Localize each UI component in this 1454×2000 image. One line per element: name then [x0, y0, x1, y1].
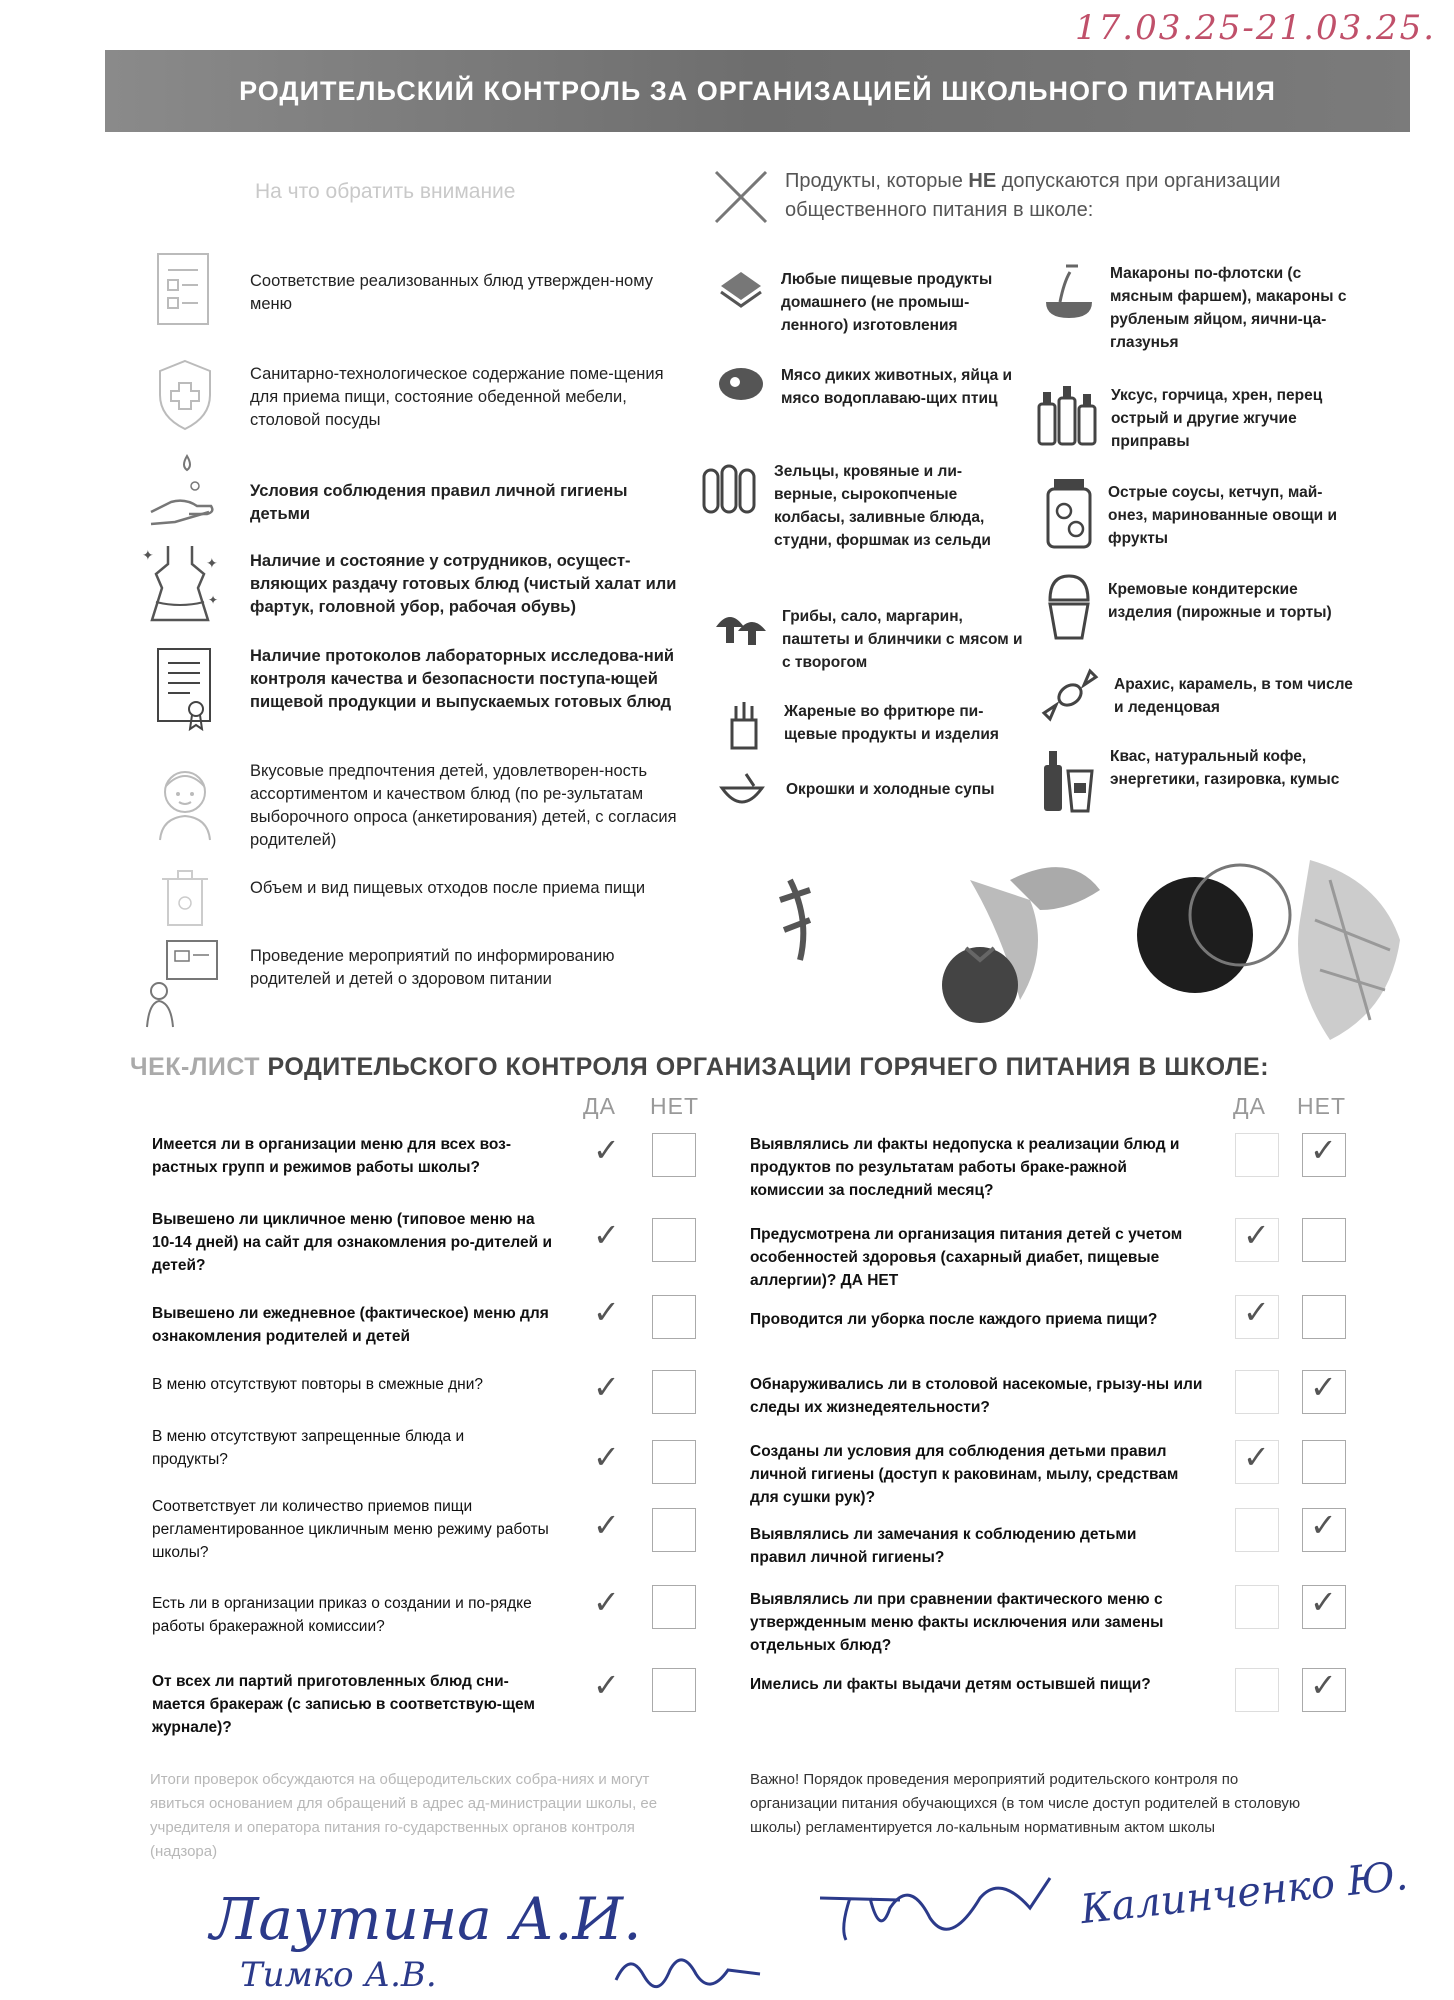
meat-icon	[715, 360, 767, 412]
right-question-1: Выявлялись ли факты недопуска к реализации блюд и продуктов по результатам работы браке-ражной комиссии за последний месяц?	[750, 1136, 1180, 1199]
banned-item-11-text: Арахис, карамель, в том числе и леденцовая	[1114, 676, 1353, 716]
banned-item-12-text: Квас, натуральный кофе, энергетики, газировка, кумыс	[1110, 748, 1340, 788]
right-no-check-mark-6: ✓	[1310, 1506, 1337, 1544]
left-item-2-text: Санитарно-технологическое содержание поме-щения для приема пищи, состояние обеденной мебели, столовой посуды	[250, 365, 664, 429]
banned-item-8-text: Уксус, горчица, хрен, перец острый и другие жгучие приправы	[1111, 387, 1323, 450]
signature-1: Лаутина А.И.	[210, 1885, 642, 1953]
right-no-check-mark-7: ✓	[1310, 1583, 1337, 1621]
drinks-icon	[1040, 745, 1096, 815]
left-question-7: Есть ли в организации приказ о создании и по-рядке работы бракеражной комиссии?	[152, 1595, 532, 1635]
banned-item-6-text: Окрошки и холодные супы	[786, 781, 995, 798]
right-yes-checkbox-7[interactable]	[1235, 1585, 1279, 1629]
candy-icon	[1040, 665, 1100, 725]
right-no-check-mark-1: ✓	[1310, 1131, 1337, 1169]
svg-text:✦: ✦	[206, 555, 218, 571]
right-yes-check-mark-5: ✓	[1243, 1438, 1270, 1476]
left-item-3-text: Условия соблюдения правил личной гигиены детьми	[250, 482, 628, 523]
right-no-check-mark-4: ✓	[1310, 1368, 1337, 1406]
right-question-2: Предусмотрена ли организация питания детей с учетом особенностей здоровья (сахарный диабет, пищевые аллергии)? ДА НЕТ	[750, 1226, 1183, 1289]
page-title: РОДИТЕЛЬСКИЙ КОНТРОЛЬ ЗА ОРГАНИЗАЦИЕЙ ШКОЛЬНОГО ПИТАНИЯ	[239, 75, 1276, 106]
soup-bowl-icon	[718, 770, 766, 814]
left-yes-check-mark-3: ✓	[593, 1293, 620, 1331]
right-question-6: Выявлялись ли замечания к соблюдению детьми правил личной гигиены?	[750, 1526, 1137, 1566]
banned-item-11	[1040, 665, 1364, 725]
signature-scribble-1	[610, 1940, 770, 1995]
banned-item-9	[1042, 475, 1358, 551]
left-yes-header: ДА	[583, 1093, 616, 1119]
right-no-checkbox-3[interactable]	[1302, 1295, 1346, 1339]
left-question-5: В меню отсутствуют запрещенные блюда и продукты?	[152, 1428, 465, 1468]
right-question-7: Выявлялись ли при сравнении фактического меню с утвержденным меню факты исключения или замены отдельных блюд?	[750, 1591, 1164, 1654]
left-item-6	[150, 760, 690, 852]
banned-item-2	[715, 360, 1026, 412]
shield-cross-icon	[150, 355, 220, 435]
child-face-icon	[150, 760, 220, 845]
left-column-heading: На что обратить внимание	[255, 180, 516, 203]
left-item-6-text: Вкусовые предпочтения детей, удовлетворен-ность ассортиментом и качеством блюд (по ре-зультатам выборочного опроса (анкетирования) детей, с согласия родителей)	[250, 762, 677, 849]
banned-item-4	[712, 605, 1032, 674]
right-column-heading	[785, 167, 1345, 225]
svg-text:✦: ✦	[208, 593, 219, 607]
banned-item-2-text: Мясо диких животных, яйца и мясо водоплаваю-щих птиц	[781, 367, 1013, 407]
left-question-4: В меню отсутствуют повторы в смежные дни?	[152, 1376, 484, 1393]
prohibited-x-icon	[712, 168, 770, 226]
left-yes-check-mark-1: ✓	[593, 1131, 620, 1169]
checklist-title	[130, 1053, 1269, 1082]
right-yes-check-mark-2: ✓	[1243, 1216, 1270, 1254]
left-item-8	[145, 935, 690, 1035]
left-question-3: Вывешено ли ежедневное (фактическое) меню для ознакомления родителей и детей	[152, 1305, 549, 1345]
left-yes-check-mark-6: ✓	[593, 1506, 620, 1544]
menu-document-icon	[150, 250, 220, 330]
footer-note-right: Важно! Порядок проведения мероприятий родительского контроля по организации питания обучающихся (в том числе доступ родителей в столовую школы) регламентируется ло-кальным нормативным актом школы	[750, 1771, 1301, 1836]
signature-2: Тимко А.В.	[240, 1955, 437, 1995]
banned-item-8	[1035, 380, 1361, 453]
right-yes-check-mark-3: ✓	[1243, 1293, 1270, 1331]
right-yes-checkbox-1[interactable]	[1235, 1133, 1279, 1177]
sausage-icon	[700, 460, 760, 520]
banned-item-1-text: Любые пищевые продукты домашнего (не промыш-ленного) изготовления	[781, 271, 993, 334]
left-item-1	[150, 250, 690, 330]
banned-item-3-text: Зельцы, кровяные и ли-верные, сырокопченые колбасы, заливные блюда, студни, форшмак из сельди	[774, 463, 991, 549]
cupcake-icon	[1042, 570, 1096, 642]
left-no-checkbox-8[interactable]	[652, 1668, 696, 1712]
banned-item-9-text: Острые соусы, кетчуп, май-онез, маринованные овощи и фрукты	[1108, 484, 1338, 547]
right-no-check-mark-8: ✓	[1310, 1666, 1337, 1704]
certificate-icon	[150, 645, 220, 735]
footer-note-left: Итоги проверок обсуждаются на общеродительских собра-ниях и могут явиться основанием для обращений в адрес ад-министрации школы, ее учредителя и оператора питания го-сударственных органов контроля (надзора)	[150, 1771, 658, 1860]
pickle-jar-icon	[1042, 475, 1096, 551]
right-no-checkbox-2[interactable]	[1302, 1218, 1346, 1262]
right-question-4: Обнаруживались ли в столовой насекомые, грызу-ны или следы их жизнедеятельности?	[750, 1376, 1203, 1416]
banned-item-12	[1040, 745, 1360, 815]
left-no-checkbox-7[interactable]	[652, 1585, 696, 1629]
left-item-4	[140, 540, 700, 625]
banned-item-7	[1040, 262, 1360, 354]
right-yes-checkbox-8[interactable]	[1235, 1668, 1279, 1712]
left-item-5	[150, 645, 690, 735]
right-heading-emph: НЕ	[968, 170, 997, 192]
banned-item-3	[700, 460, 1024, 552]
left-no-checkbox-6[interactable]	[652, 1508, 696, 1552]
right-no-checkbox-5[interactable]	[1302, 1440, 1346, 1484]
left-no-checkbox-1[interactable]	[652, 1133, 696, 1177]
left-no-checkbox-3[interactable]	[652, 1295, 696, 1339]
left-yes-check-mark-4: ✓	[593, 1368, 620, 1406]
checklist-title-part1: ЧЕК-ЛИСТ	[130, 1053, 268, 1081]
fries-icon	[722, 700, 766, 752]
left-item-3	[145, 450, 680, 535]
condiments-icon	[1035, 380, 1099, 448]
left-no-checkbox-5[interactable]	[652, 1440, 696, 1484]
banned-item-1	[715, 262, 1026, 337]
right-heading-part2: допускаются при организации общественного питания в школе:	[785, 170, 1281, 221]
left-question-8: От всех ли партий приготовленных блюд сни-мается бракераж (с записью в соответствую-щем журнале)?	[152, 1673, 535, 1736]
right-heading-part1: Продукты, которые	[785, 170, 969, 192]
banned-item-5-text: Жареные во фритюре пи-щевые продукты и изделия	[784, 703, 999, 743]
right-question-5: Созданы ли условия для соблюдения детьми правил личной гигиены (доступ к раковинам, мылу, средствам для сушки рук)?	[750, 1443, 1179, 1506]
sandwich-icon	[715, 262, 767, 314]
left-no-checkbox-4[interactable]	[652, 1370, 696, 1414]
mushroom-icon	[712, 605, 770, 655]
right-yes-checkbox-6[interactable]	[1235, 1508, 1279, 1552]
banned-item-6	[718, 770, 1036, 814]
title-banner	[105, 50, 1410, 132]
signature-3: Калинченко Ю.	[1078, 1852, 1410, 1934]
left-no-checkbox-2[interactable]	[652, 1218, 696, 1262]
left-question-2: Вывешено ли цикличное меню (типовое меню на 10-14 дней) на сайт для ознакомления ро-дителей и детей?	[152, 1211, 552, 1274]
left-item-7	[150, 865, 680, 935]
left-item-2	[150, 355, 690, 435]
banned-item-10-text: Кремовые кондитерские изделия (пирожные и торты)	[1108, 581, 1332, 621]
left-item-8-text: Проведение мероприятий по информированию родителей и детей о здоровом питании	[250, 947, 615, 988]
left-item-1-text: Соответствие реализованных блюд утвержден-ному меню	[250, 272, 654, 313]
signature-scribble-2	[810, 1868, 1060, 1948]
right-yes-header: ДА	[1233, 1093, 1266, 1119]
checklist-title-part2: РОДИТЕЛЬСКОГО КОНТРОЛЯ ОРГАНИЗАЦИИ ГОРЯЧЕГО ПИТАНИЯ В ШКОЛЕ:	[267, 1053, 1270, 1081]
right-yes-checkbox-4[interactable]	[1235, 1370, 1279, 1414]
left-yes-check-mark-8: ✓	[593, 1666, 620, 1704]
right-question-3: Проводится ли уборка после каждого приема пищи?	[750, 1311, 1158, 1328]
handwritten-date: 17.03.25-21.03.25.	[1075, 8, 1437, 48]
hand-wash-icon	[145, 450, 220, 535]
banned-item-7-text: Макароны по-флотски (с мясным фаршем), макароны с рубленым яйцом, яични-ца-глазунья	[1110, 265, 1347, 351]
left-yes-check-mark-5: ✓	[593, 1438, 620, 1476]
leaf-sprig-icon	[780, 880, 810, 960]
left-yes-check-mark-7: ✓	[593, 1583, 620, 1621]
left-item-7-text: Объем и вид пищевых отходов после приема пищи	[250, 879, 646, 897]
left-yes-check-mark-2: ✓	[593, 1216, 620, 1254]
right-no-header: НЕТ	[1297, 1093, 1346, 1119]
left-question-1: Имеется ли в организации меню для всех воз-растных групп и режимов работы школы?	[152, 1136, 512, 1176]
trash-bin-icon	[150, 865, 220, 935]
left-item-4-text: Наличие и состояние у сотрудников, осущест-вляющих раздачу готовых блюд (чистый халат или фартук, головной убор, рабочая обувь)	[250, 552, 677, 616]
presentation-icon	[145, 935, 220, 1035]
left-question-6: Соответствует ли количество приемов пищи регламентированное цикличным меню режиму работы школы?	[152, 1498, 549, 1561]
left-item-5-text: Наличие протоколов лабораторных исследова-ний контроля качества и безопасности поступа-ющей пищевой продукции и выпускаемых готовых блюд	[250, 647, 674, 711]
svg-text:✦: ✦	[142, 547, 154, 563]
left-no-header: НЕТ	[650, 1093, 699, 1119]
banned-item-5	[722, 700, 1034, 752]
decorative-produce-illustration	[770, 840, 1420, 1060]
banned-item-4-text: Грибы, сало, маргарин, паштеты и блинчики с мясом и с творогом	[782, 608, 1023, 671]
banned-item-10	[1042, 570, 1358, 642]
pasta-icon	[1040, 262, 1098, 322]
apron-icon	[140, 540, 220, 625]
right-question-8: Имелись ли факты выдачи детям остывшей пищи?	[750, 1676, 1151, 1693]
